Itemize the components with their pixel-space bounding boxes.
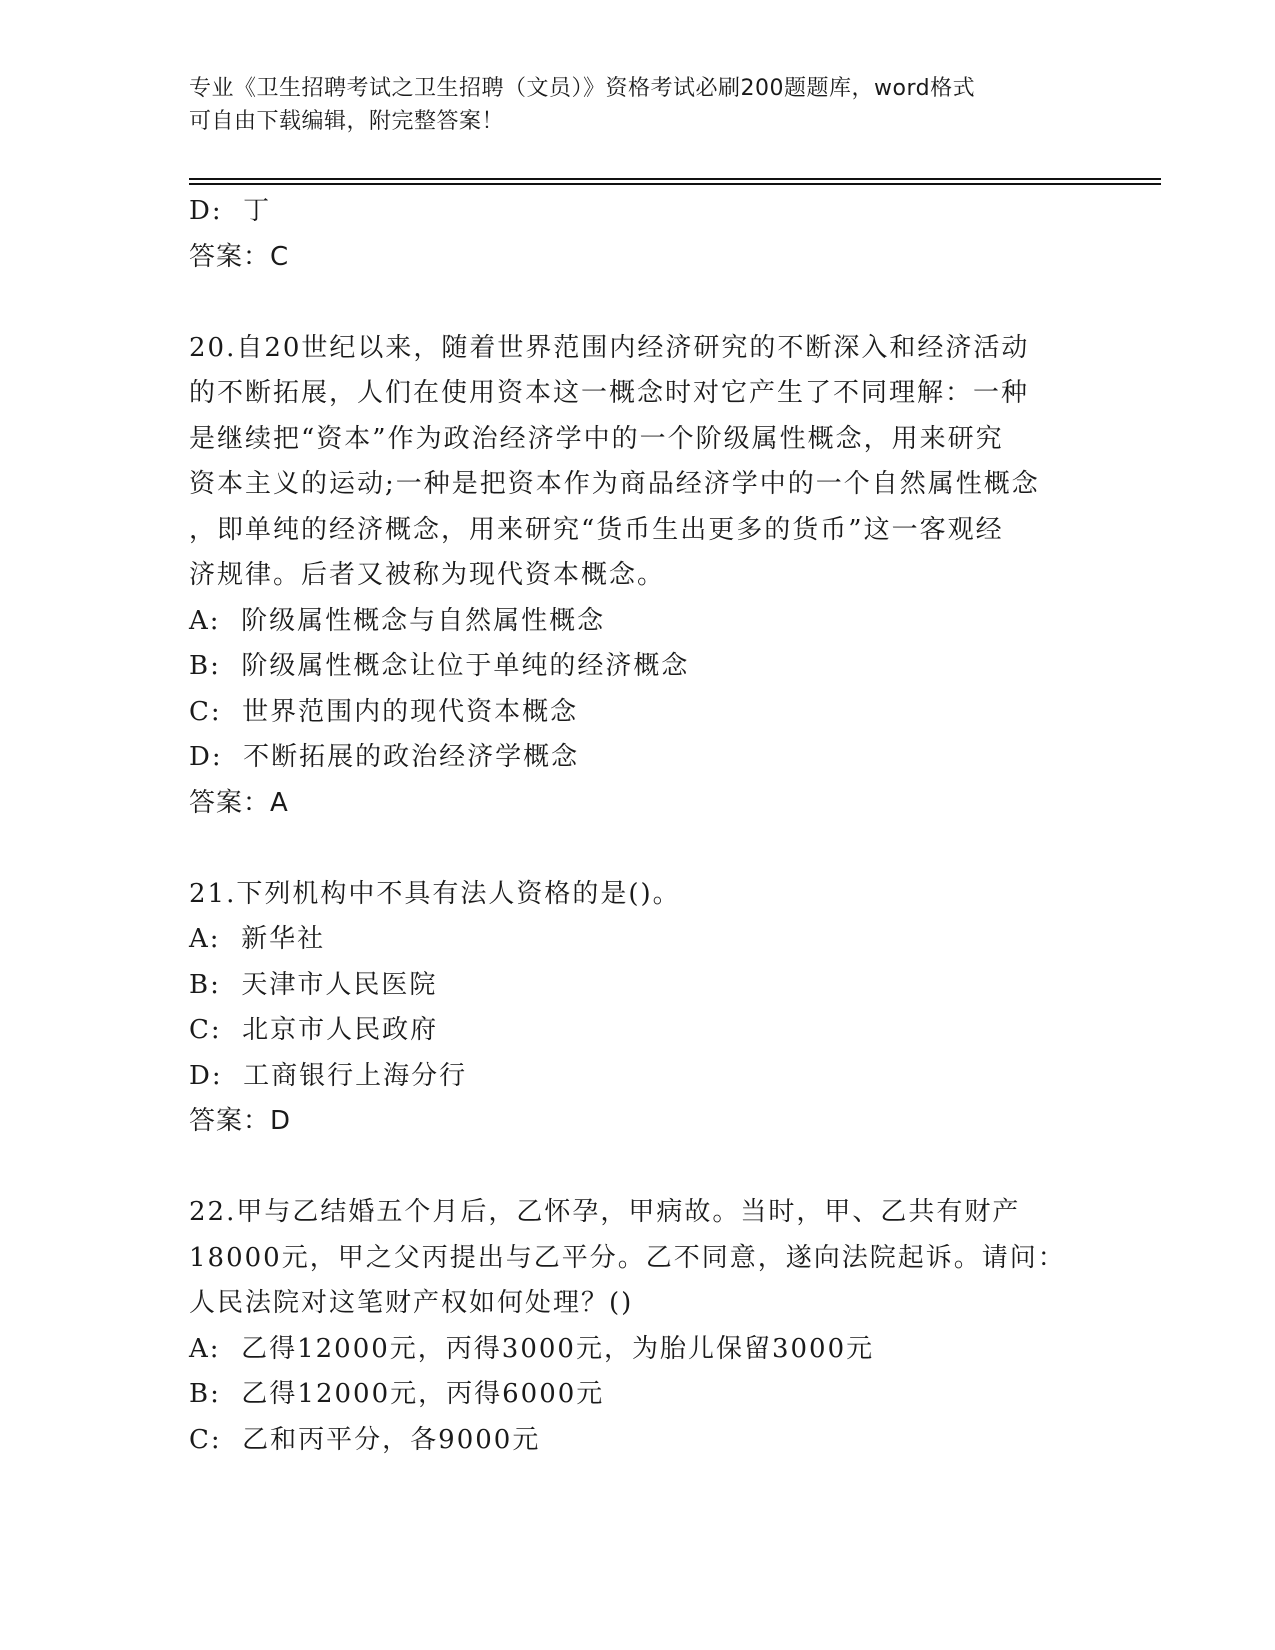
question-text-line: 20.自20世纪以来，随着世界范围内经济研究的不断深入和经济活动 (189, 332, 1030, 363)
option-b: B: 天津市人民医院 (189, 969, 438, 1000)
question-text-line: 资本主义的运动;一种是把资本作为商品经济学中的一个自然属性概念 (189, 469, 1040, 499)
question-22 (189, 1190, 1089, 1463)
option-a: A: 新华社 (189, 924, 326, 954)
spacer (189, 1145, 1089, 1191)
answer: 答案：A (189, 787, 289, 818)
answer: 答案：D (189, 1106, 292, 1136)
header-line-2: 可自由下载编辑，附完整答案！ (189, 109, 505, 134)
option-c: C: 世界范围内的现代资本概念 (189, 696, 579, 727)
option-a: A: 乙得12000元，丙得3000元，为胎儿保留3000元 (189, 1333, 875, 1364)
option-d: D: 不断拓展的政治经济学概念 (189, 742, 580, 772)
option-c: C: 北京市人民政府 (189, 1015, 439, 1045)
question-text-line: 人民法院对这笔财产权如何处理？() (189, 1288, 634, 1318)
option-a: A: 阶级属性概念与自然属性概念 (189, 605, 606, 636)
question-text-line: 济规律。后者又被称为现代资本概念。 (189, 560, 666, 590)
question-20 (189, 326, 1089, 827)
question-text-line: 是继续把“资本”作为政治经济学中的一个阶级属性概念，用来研究 (189, 423, 1004, 454)
document-header (189, 72, 1069, 138)
option-b: B: 乙得12000元，丙得6000元 (189, 1379, 605, 1409)
prev-answer: 答案：C (189, 241, 290, 272)
option-d: D: 工商银行上海分行 (189, 1060, 468, 1091)
question-text-line: ，即单纯的经济概念，用来研究“货币生出更多的货币”这一客观经 (189, 514, 1004, 545)
header-rule-top (189, 178, 1161, 180)
document-body (189, 189, 1089, 1463)
spacer (189, 280, 1089, 326)
header-rule-bottom (189, 183, 1161, 185)
question-text-line: 18000元，甲之父丙提出与乙平分。乙不同意，遂向法院起诉。请问： (189, 1242, 1066, 1273)
question-text-line: 的不断拓展，人们在使用资本这一概念时对它产生了不同理解：一种 (189, 378, 1030, 408)
option-b: B: 阶级属性概念让位于单纯的经济概念 (189, 651, 690, 681)
header-line-1: 专业《卫生招聘考试之卫生招聘（文员）》资格考试必刷200题题库，word格式 (189, 76, 976, 101)
option-c: C: 乙和丙平分，各9000元 (189, 1424, 541, 1455)
prev-option-d: D: 丁 (189, 196, 272, 226)
question-text-line: 21.下列机构中不具有法人资格的是()。 (189, 878, 681, 909)
question-21 (189, 872, 1089, 1145)
spacer (189, 826, 1089, 872)
question-text-line: 22.甲与乙结婚五个月后，乙怀孕，甲病故。当时，甲、乙共有财产 (189, 1197, 1021, 1227)
